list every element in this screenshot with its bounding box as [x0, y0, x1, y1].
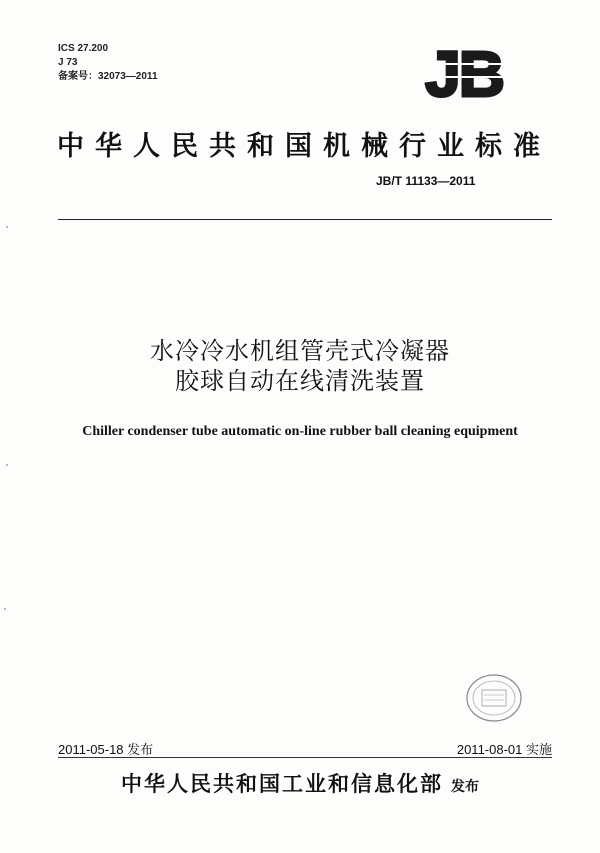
scan-speck	[6, 464, 8, 466]
standard-category-title: 中华人民共和国机械行业标准	[57, 131, 551, 162]
effective-date: 2011-08-01 实施	[456, 742, 552, 757]
class-code: J 73	[58, 57, 78, 68]
classification-block	[58, 42, 158, 84]
publisher-name: 中华人民共和国工业和信息化部	[121, 772, 443, 796]
header-divider	[58, 219, 552, 220]
ics-code: ICS 27.200	[58, 43, 109, 54]
publisher-line	[0, 768, 600, 798]
jb-logo-text: JB	[425, 44, 503, 104]
chinese-title-line-1: 水冷冷水机组管壳式冷凝器	[150, 337, 450, 365]
standard-number: JB/T 11133—2011	[376, 174, 476, 188]
chinese-title-line-2: 胶球自动在线清洗装置	[175, 367, 425, 395]
publish-date: 2011-05-18 发布	[58, 742, 154, 757]
publisher-issue-word: 发布	[451, 779, 479, 795]
footer-divider	[58, 757, 552, 758]
chinese-title	[0, 336, 600, 396]
record-number: 备案号：32073—2011	[58, 71, 158, 82]
scan-speck	[6, 226, 8, 228]
english-title: Chiller condenser tube automatic on-line rubber ball cleaning equipment	[82, 424, 518, 439]
jb-logo	[408, 44, 520, 104]
library-seal-stamp	[464, 672, 524, 724]
scan-speck	[4, 608, 6, 610]
